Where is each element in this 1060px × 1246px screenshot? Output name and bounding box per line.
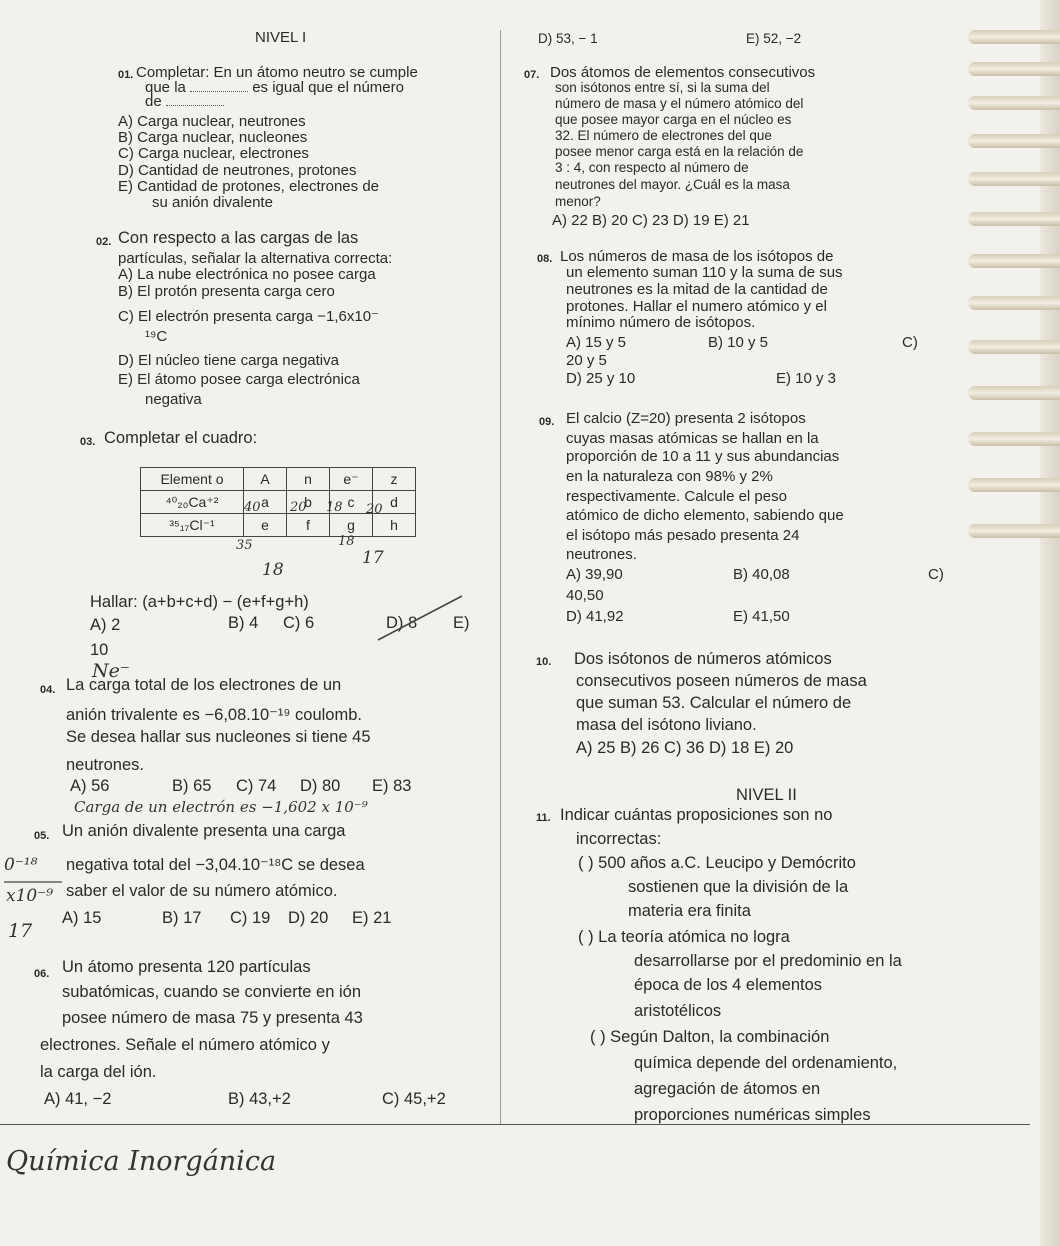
page-curl [968, 524, 1060, 538]
table-cell: c [330, 491, 373, 514]
q01-option-c: C) Carga nuclear, electrones [118, 145, 309, 162]
table-header: Element o [141, 468, 244, 491]
page-edge [1040, 0, 1060, 1246]
page-curl [968, 254, 1060, 268]
q09-option-c: C) [928, 566, 944, 583]
q01-option-b: B) Carga nuclear, nucleones [118, 129, 308, 146]
handwritten-margin: 17 [8, 920, 33, 942]
level-heading: NIVEL I [255, 29, 307, 46]
q05-line: negativa total del −3,04.10⁻¹⁸C se desea [66, 856, 365, 874]
question-number: 06. [34, 968, 50, 980]
question-number: 03. [80, 436, 96, 448]
q05-line: saber el valor de su número atómico. [66, 882, 338, 900]
q11-proposition: desarrollarse por el predominio en la [634, 952, 902, 970]
handwritten-margin: x10⁻⁹ [6, 886, 54, 906]
q04-line: neutrones. [66, 756, 144, 774]
q07-line: posee menor carga está en la relación de [555, 144, 804, 159]
page-curl [968, 96, 1060, 110]
question-number: 10. [536, 656, 552, 668]
q11-proposition: proporciones numéricas simples [634, 1106, 871, 1124]
q02-line: partículas, señalar la alternativa correcta: [118, 250, 393, 267]
q11-proposition: sostienen que la división de la [628, 878, 849, 896]
q09-option-e: E) 41,50 [733, 608, 790, 625]
table-header: n [287, 468, 330, 491]
q07-line: son isótonos entre sí, si la suma del [555, 80, 770, 95]
question-number: 01. [118, 69, 134, 81]
q05-option-c: C) 19 [230, 909, 271, 927]
q09-line: atómico de dicho elemento, sabiendo que [566, 507, 844, 524]
q09-line: respectivamente. Calcule el peso [566, 488, 787, 505]
q03-title: Completar el cuadro: [104, 429, 258, 447]
q03-option-e: 10 [90, 641, 109, 659]
handwritten-note: Carga de un electrón es −1,602 x 10⁻⁹ [74, 798, 368, 816]
q03-option-c: C) 6 [283, 614, 315, 632]
handwritten-answer: 20 [366, 502, 383, 517]
table-cell: b [287, 491, 330, 514]
q11-proposition: aristotélicos [634, 1002, 722, 1020]
q05-line: Un anión divalente presenta una carga [62, 822, 346, 840]
q06-line: posee número de masa 75 y presenta 43 [62, 1009, 363, 1027]
q04-option-e: E) 83 [372, 777, 412, 795]
handwritten-answer: 20 [290, 500, 307, 515]
handwritten-answer: 18 [262, 560, 284, 580]
handwritten-answer: 18 [326, 500, 343, 515]
question-number: 07. [524, 69, 540, 81]
q03-option-b: B) 4 [228, 614, 259, 632]
table-header: z [373, 468, 416, 491]
q06-option-c: C) 45,+2 [382, 1090, 446, 1108]
question-number: 02. [96, 236, 112, 248]
q04-option-c: C) 74 [236, 777, 277, 795]
q04-line: La carga total de los electrones de un [66, 676, 342, 694]
q08-option-b: B) 10 y 5 [708, 334, 769, 351]
q02-line: Con respecto a las cargas de las [118, 229, 359, 247]
q02-option-e: E) El átomo posee carga electrónica [118, 371, 360, 388]
page-curl [968, 340, 1060, 354]
q09-line: neutrones. [566, 546, 637, 563]
q03-option-a: A) 2 [90, 616, 121, 634]
q03-find: Hallar: (a+b+c+d) − (e+f+g+h) [90, 593, 309, 611]
q11-line: Indicar cuántas proposiciones son no [560, 806, 833, 824]
q11-proposition: materia era finita [628, 902, 751, 920]
question-number: 04. [40, 684, 56, 696]
q06-line: Un átomo presenta 120 partículas [62, 958, 311, 976]
q06-line: subatómicas, cuando se convierte en ión [62, 983, 362, 1001]
q09-option-b: B) 40,08 [733, 566, 790, 583]
table-cell: f [287, 514, 330, 537]
table-cell: g [330, 514, 373, 537]
q09-line: proporción de 10 a 11 y sus abundancias [566, 448, 840, 465]
level-heading: NIVEL II [736, 786, 797, 804]
q08-line: neutrones es la mitad de la cantidad de [566, 281, 828, 298]
prev-option-e: E) 52, −2 [746, 31, 802, 46]
q08-option-a: A) 15 y 5 [566, 334, 627, 351]
question-number: 08. [537, 253, 553, 265]
q04-line: Se desea hallar sus nucleones si tiene 45 [66, 728, 371, 746]
q08-option-d: D) 25 y 10 [566, 370, 636, 387]
q08-option-c: C) [902, 334, 918, 351]
footer-rule [0, 1124, 1030, 1125]
q09-option-d: D) 41,92 [566, 608, 624, 625]
q08-line: Los números de masa de los isótopos de [560, 248, 834, 265]
q02-option-d: D) El núcleo tiene carga negativa [118, 352, 339, 369]
q01-line: que la es igual que el número [145, 79, 404, 96]
q03-option-e: E) [453, 614, 470, 632]
prev-option-d: D) 53, − 1 [538, 31, 598, 46]
page-curl [968, 212, 1060, 226]
q08-option-c: 20 y 5 [566, 352, 607, 369]
q09-line: El calcio (Z=20) presenta 2 isótopos [566, 410, 806, 427]
q07-line: 3 : 4, con respecto al número de [555, 160, 749, 175]
q10-line: consecutivos poseen números de masa [576, 672, 867, 690]
q03-option-d: D) 8 [386, 614, 418, 632]
q04-option-d: D) 80 [300, 777, 341, 795]
handwritten-answer: 18 [338, 534, 355, 549]
q05-option-a: A) 15 [62, 909, 102, 927]
page-curl [968, 296, 1060, 310]
q09-line: en la naturaleza con 98% y 2% [566, 468, 773, 485]
table-cell: h [373, 514, 416, 537]
q07-line: neutrones del mayor. ¿Cuál es la masa [555, 177, 790, 192]
page-curl [968, 386, 1060, 400]
handwritten-answer: 17 [362, 548, 384, 568]
q11-proposition: época de los 4 elementos [634, 976, 823, 994]
handwritten-line [4, 880, 64, 884]
table-header: e⁻ [330, 468, 373, 491]
question-number: 11. [536, 812, 551, 824]
q02-option-a: A) La nube electrónica no posee carga [118, 266, 376, 283]
q06-option-a: A) 41, −2 [44, 1090, 112, 1108]
q01-option-d: D) Cantidad de neutrones, protones [118, 162, 357, 179]
q07-options: A) 22 B) 20 C) 23 D) 19 E) 21 [552, 212, 750, 229]
q09-option-c: 40,50 [566, 587, 604, 604]
page-curl [968, 432, 1060, 446]
q07-line: menor? [555, 194, 601, 209]
q04-line: anión trivalente es −6,08.10⁻¹⁹ coulomb. [66, 706, 362, 724]
q02-option-c: C) El electrón presenta carga −1,6x10⁻ [118, 308, 379, 325]
question-number: 05. [34, 830, 50, 842]
q02-option-c: ¹⁹C [145, 328, 168, 345]
q11-line: incorrectas: [576, 830, 662, 848]
handwritten-slash [370, 590, 470, 644]
q09-line: el isótopo más pesado presenta 24 [566, 527, 800, 544]
q01-option-a: A) Carga nuclear, neutrones [118, 113, 306, 130]
q02-option-b: B) El protón presenta carga cero [118, 283, 335, 300]
q06-line: la carga del ión. [40, 1063, 157, 1081]
q04-option-a: A) 56 [70, 777, 110, 795]
q09-option-a: A) 39,90 [566, 566, 623, 583]
q06-line: electrones. Señale el número atómico y [40, 1036, 330, 1054]
q11-proposition: ( ) La teoría atómica no logra [578, 928, 790, 946]
handwritten-margin: 0⁻¹⁸ [4, 855, 38, 875]
page-curl [968, 134, 1060, 148]
q07-line: 32. El número de electrones del que [555, 128, 772, 143]
q08-line: protones. Hallar el numero atómico y el [566, 298, 827, 315]
page-curl [968, 478, 1060, 492]
table-cell: ³⁵₁₇Cl⁻¹ [141, 514, 244, 537]
q01-line: de [145, 93, 224, 110]
q02-option-e: negativa [145, 391, 202, 408]
handwritten-answer: 40 [244, 500, 261, 515]
q05-option-d: D) 20 [288, 909, 329, 927]
q04-option-b: B) 65 [172, 777, 212, 795]
handwritten-answer: 35 [236, 538, 253, 553]
page-curl [968, 62, 1060, 76]
q07-line: Dos átomos de elementos consecutivos [550, 64, 816, 81]
q11-proposition: ( ) 500 años a.C. Leucipo y Demócrito [578, 854, 856, 872]
q11-proposition: química depende del ordenamiento, [634, 1054, 898, 1072]
table-cell: ⁴⁰₂₀Ca⁺² [141, 491, 244, 514]
page-curl [968, 30, 1060, 44]
q10-line: Dos isótonos de números atómicos [574, 650, 832, 668]
q05-option-b: B) 17 [162, 909, 202, 927]
q01-line: Completar: En un átomo neutro se cumple [136, 64, 418, 81]
q05-option-e: E) 21 [352, 909, 392, 927]
q07-line: que posee mayor carga en el núcleo es [555, 112, 792, 127]
page-curl [968, 172, 1060, 186]
q08-option-e: E) 10 y 3 [776, 370, 837, 387]
q06-option-b: B) 43,+2 [228, 1090, 291, 1108]
q11-proposition: ( ) Según Dalton, la combinación [590, 1028, 830, 1046]
table-cell: e [244, 514, 287, 537]
footer-title: Química Inorgánica [6, 1146, 277, 1177]
table-header: A [244, 468, 287, 491]
handwritten-note: Ne⁻ [92, 660, 130, 682]
q08-line: un elemento suman 110 y la suma de sus [566, 264, 843, 281]
q09-line: cuyas masas atómicas se hallan en la [566, 430, 819, 447]
question-number: 09. [539, 416, 555, 428]
q10-options: A) 25 B) 26 C) 36 D) 18 E) 20 [576, 739, 794, 757]
column-divider [500, 30, 501, 1125]
q07-line: número de masa y el número atómico del [555, 96, 804, 111]
q10-line: masa del isótono liviano. [576, 716, 757, 734]
q01-option-e: su anión divalente [152, 194, 273, 211]
q01-option-e: E) Cantidad de protones, electrones de [118, 178, 379, 195]
q10-line: que suman 53. Calcular el número de [576, 694, 852, 712]
table-cell: a [244, 491, 287, 514]
q08-line: mínimo número de isótopos. [566, 314, 756, 331]
table-cell: d [373, 491, 416, 514]
q11-proposition: agregación de átomos en [634, 1080, 821, 1098]
